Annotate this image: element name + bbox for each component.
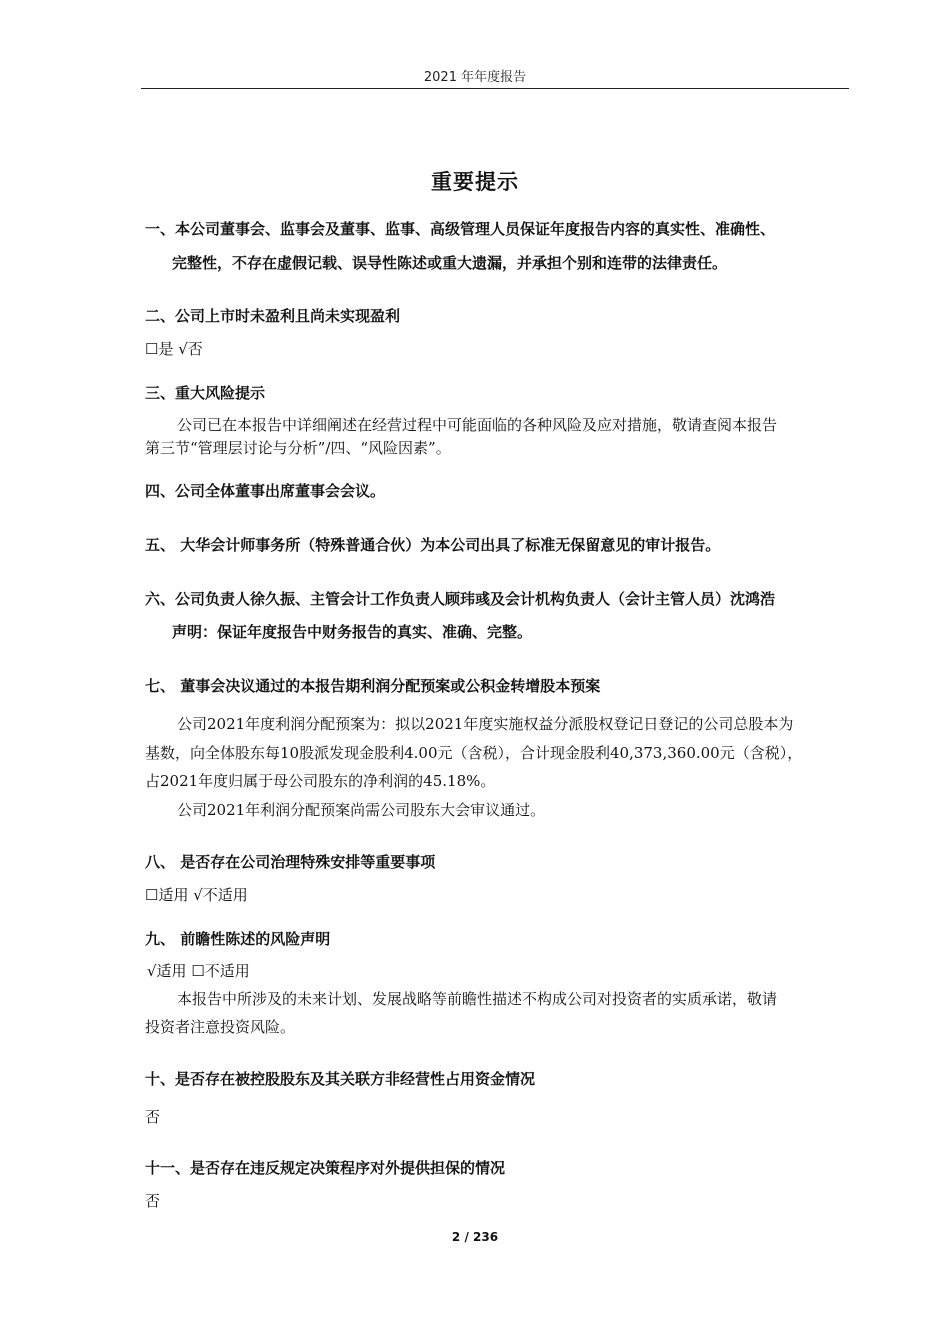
sec7-heading: 七、 董事会决议通过的本报告期利润分配预案或公积金转增股本预案	[145, 677, 601, 695]
sec2-options: ☐是 √否	[145, 340, 203, 358]
sec7-line3: 占2021年度归属于母公司股东的净利润的45.18%。	[145, 772, 496, 790]
sec9-options: √适用 ☐不适用	[147, 962, 250, 980]
sec9-line2: 投资者注意投资风险。	[145, 1018, 296, 1036]
sec11-heading: 十一、是否存在违反规定决策程序对外提供担保的情况	[145, 1159, 506, 1177]
page-header-rule	[141, 88, 849, 89]
page-number: 2 / 236	[451, 1230, 499, 1244]
sec9-heading: 九、 前瞻性陈述的风险声明	[145, 930, 331, 948]
sec3-line2: 第三节“管理层讨论与分析”/四、“风险因素”。	[145, 439, 451, 457]
sec9-line1: 本报告中所涉及的未来计划、发展战略等前瞻性描述不构成公司对投资者的实质承诺，敬请	[177, 990, 778, 1008]
sec2-heading: 二、公司上市时未盈利且尚未实现盈利	[145, 307, 401, 325]
sec5-heading: 五、 大华会计师事务所（特殊普通合伙）为本公司出具了标准无保留意见的审计报告。	[145, 536, 721, 554]
sec1-line1: 一、本公司董事会、监事会及董事、监事、高级管理人员保证年度报告内容的真实性、准确性、	[145, 220, 776, 238]
sec4-heading: 四、公司全体董事出席董事会会议。	[145, 482, 386, 500]
sec11-answer: 否	[145, 1192, 161, 1210]
sec8-options: ☐适用 √不适用	[145, 886, 248, 904]
doc-title: 重要提示	[431, 170, 519, 194]
sec6-line1: 六、公司负责人徐久振、主管会计工作负责人顾玮彧及会计机构负责人（会计主管人员）沈鸿浩	[145, 590, 776, 608]
sec7-line4: 公司2021年利润分配预案尚需公司股东大会审议通过。	[177, 801, 546, 819]
sec3-heading: 三、重大风险提示	[145, 384, 266, 402]
sec6-line2: 声明：保证年度报告中财务报告的真实、准确、完整。	[172, 623, 533, 641]
sec1-line2: 完整性，不存在虚假记载、误导性陈述或重大遗漏，并承担个别和连带的法律责任。	[172, 254, 728, 272]
sec3-line1: 公司已在本报告中详细阐述在经营过程中可能面临的各种风险及应对措施，敬请查阅本报告	[177, 416, 778, 434]
page-header-title: 2021 年年度报告	[423, 70, 527, 85]
sec8-heading: 八、 是否存在公司治理特殊安排等重要事项	[145, 853, 436, 871]
sec7-line2: 基数，向全体股东每10股派发现金股利4.00元（含税），合计现金股利40,373,360.00元（含税），	[145, 744, 803, 762]
sec10-heading: 十、是否存在被控股股东及其关联方非经营性占用资金情况	[145, 1070, 536, 1088]
sec7-line1: 公司2021年度利润分配预案为：拟以2021年度实施权益分派股权登记日登记的公司总股本为	[177, 715, 794, 733]
sec10-answer: 否	[145, 1108, 161, 1126]
